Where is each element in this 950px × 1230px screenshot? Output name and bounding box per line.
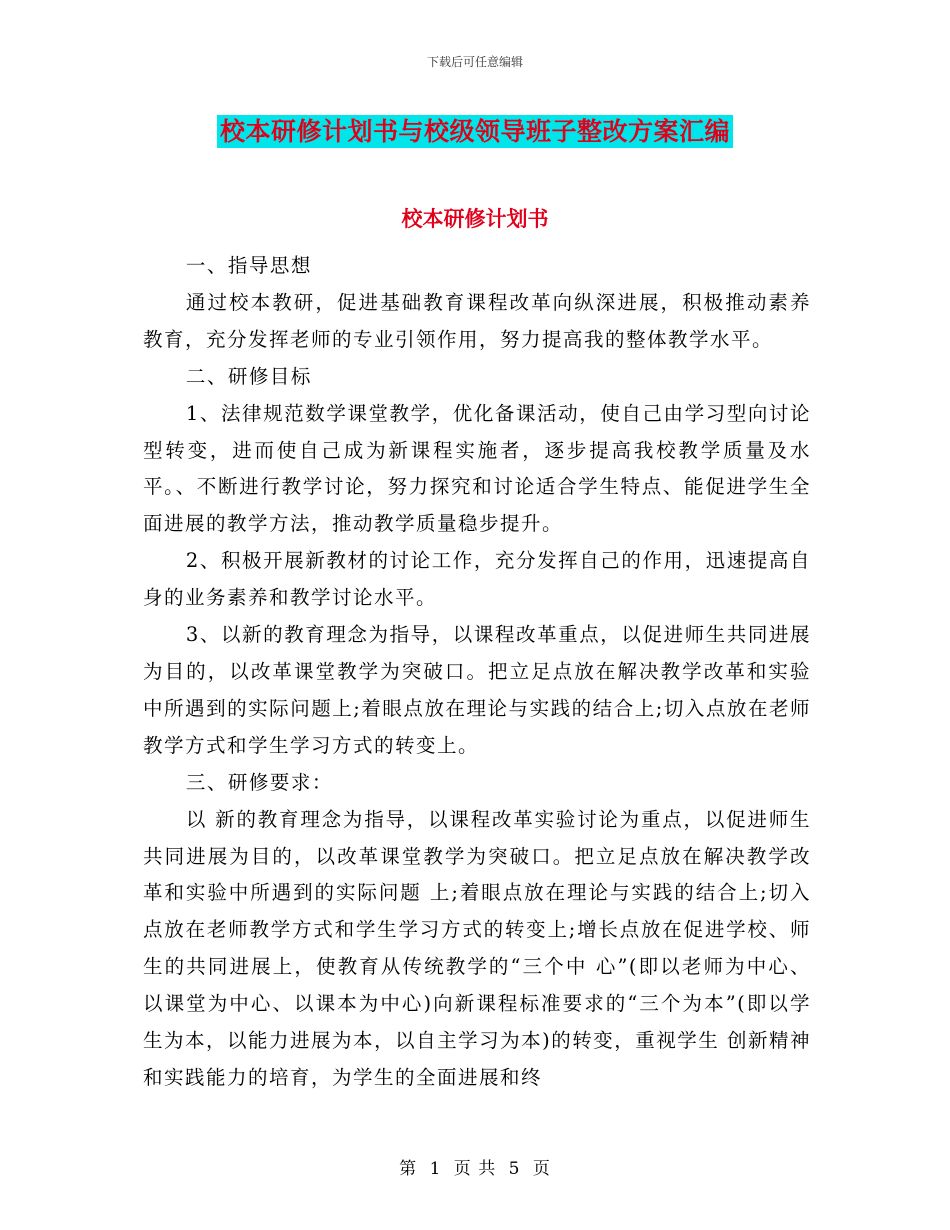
- paragraph: 通过校本教研，促进基础教育课程改革向纵深进展，积极推动素养教育，充分发挥老师的专业引领作用，努力提高我的整体教学水平。: [143, 290, 811, 351]
- paragraph: 3、以新的教育理念为指导，以课程改革重点，以促进师生共同进展为目的，以改革课堂教学为突破口。把立足点放在解决教学改革和实验中所遇到的实际问题上;着眼点放在理论与实践的结合上;切入点放在老师教学方式和学生学习方式的转变上。: [143, 623, 811, 757]
- page-footer: [0, 1154, 950, 1179]
- document-title: 校本研修计划书与校级领导班子整改方案汇编: [217, 115, 733, 148]
- paragraph: 1、法律规范数学课堂教学，优化备课活动，使自己由学习型向讨论型转变，进而使自己成为新课程实施者，逐步提高我校教学质量及水平。、不断进行教学讨论，努力探究和讨论适合学生特点、能促进学生全面进展的教学方法，推动教学质量稳步提升。: [143, 401, 811, 536]
- paragraph: 二、研修目标: [185, 364, 312, 388]
- paragraph: 以 新的教育理念为指导，以课程改革实验讨论为重点，以促进师生共同进展为目的，以改革课堂教学为突破口。把立足点放在解决教学改革和实验中所遇到的实际问题 上;着眼点放在理论与实践的结合上;切入点放在老师教学方式和学生学习方式的转变上;增长点放在促进学校、师生的共同进展上，使教育从传统教学的“三个中 心”(即以老师为中心、以课堂为中心、以课本为中心)向新课程标准要求的“三个为本”(即以学生为本，以能力进展为本，以自主学习为本)的转变，重视学生 创新精神和实践能力的培育，为学生的全面进展和终: [143, 807, 811, 1089]
- paragraph: 一、指导思想: [185, 254, 312, 277]
- footer-suffix: 页: [532, 1159, 551, 1179]
- header-note: 下载后可任意编辑: [426, 55, 523, 69]
- section-title: 校本研修计划书: [401, 206, 549, 231]
- document-title-container: [0, 112, 950, 148]
- paragraph: 2、积极开展新教材的讨论工作，充分发挥自己的作用，迅速提高自身的业务素养和教学讨论水平。: [143, 549, 811, 610]
- footer-middle: 页 共: [453, 1159, 497, 1179]
- page-total: 5: [508, 1159, 521, 1179]
- document-body: [143, 248, 811, 1097]
- paragraph: 三、研修要求：: [185, 770, 333, 794]
- page-number: 1: [429, 1159, 442, 1179]
- footer-prefix: 第: [399, 1159, 418, 1179]
